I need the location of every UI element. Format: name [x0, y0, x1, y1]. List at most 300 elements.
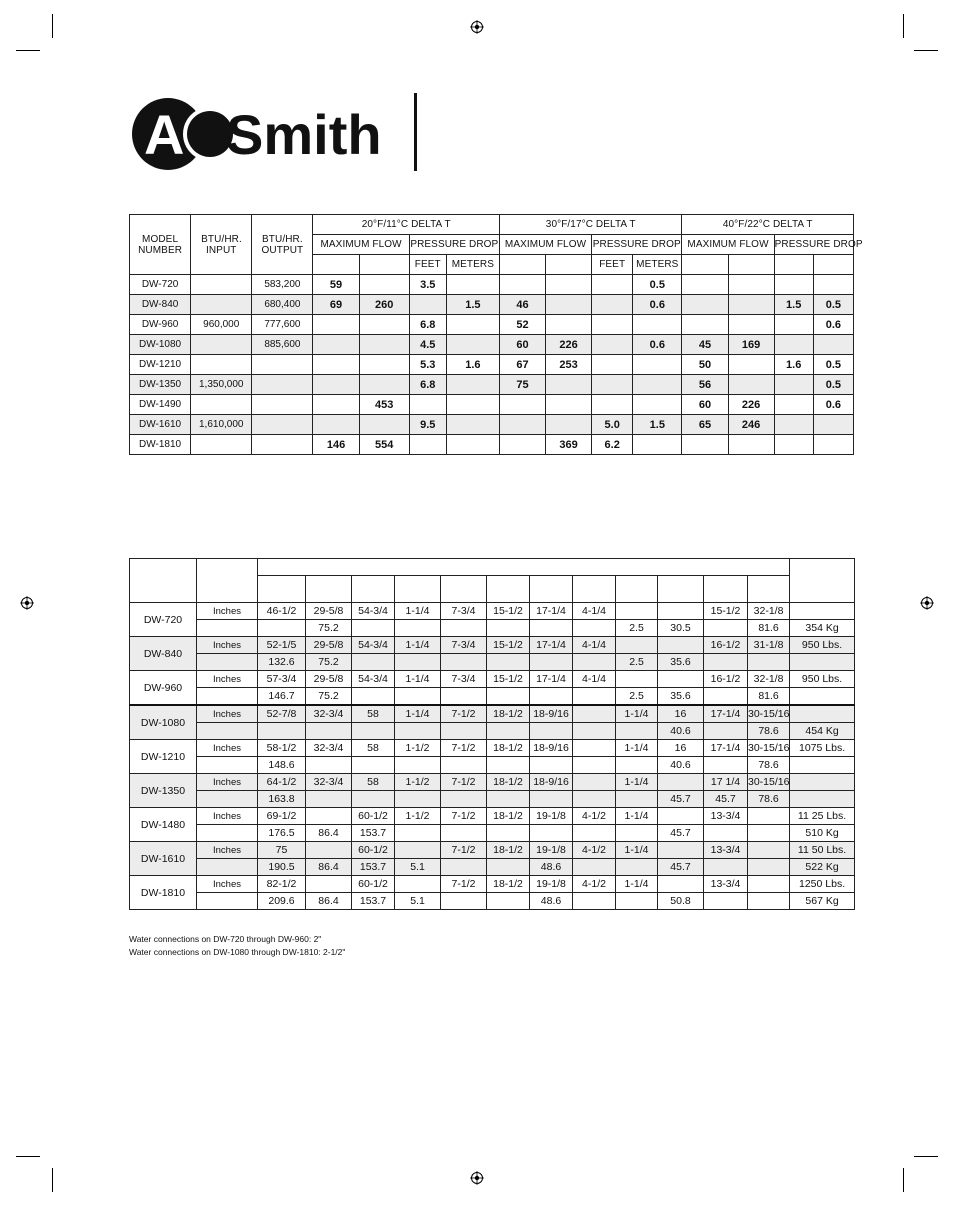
table-cell [487, 757, 530, 774]
table-cell: 9.5 [409, 415, 446, 435]
header-cell [813, 255, 853, 275]
flow-rate-table [129, 214, 863, 455]
table-cell [487, 688, 530, 706]
table-cell: 950 Lbs. [790, 637, 855, 654]
table-cell: 57-3/4 [258, 671, 306, 688]
table-cell [395, 723, 441, 740]
table-cell: 13-3/4 [704, 876, 748, 893]
header-cell [728, 255, 774, 275]
table-cell [682, 315, 728, 335]
table-cell [546, 275, 592, 295]
table-cell [813, 415, 853, 435]
table-cell [790, 705, 855, 723]
model-cell: DW-720 [130, 275, 191, 295]
table-row [130, 876, 855, 893]
table-cell: 82-1/2 [258, 876, 306, 893]
header-cell [197, 559, 258, 603]
table-row [130, 791, 855, 808]
table-cell [592, 355, 633, 375]
table-cell [359, 355, 409, 375]
table-cell: 50 [682, 355, 728, 375]
table-cell: 0.5 [813, 295, 853, 315]
table-cell: 40.6 [658, 723, 704, 740]
table-cell: 60-1/2 [352, 842, 395, 859]
table-cell: 13-3/4 [704, 842, 748, 859]
table-cell: 7-1/2 [441, 808, 487, 825]
table-cell [658, 671, 704, 688]
table-cell [313, 335, 359, 355]
table-cell [487, 791, 530, 808]
table-cell [790, 654, 855, 671]
table-cell [616, 603, 658, 620]
model-cell: DW-720 [130, 603, 197, 637]
table-cell: 18-1/2 [487, 842, 530, 859]
header-delta-t-20: 20°F/11°C DELTA T [313, 215, 499, 235]
header-pressure-drop: PRESSURE DROP [409, 235, 499, 255]
table-cell [487, 620, 530, 637]
header-cell [359, 255, 409, 275]
table-cell [359, 335, 409, 355]
table-cell [704, 859, 748, 876]
table-cell [258, 723, 306, 740]
table-cell [616, 791, 658, 808]
table-cell [306, 842, 352, 859]
table-cell: 0.5 [813, 375, 853, 395]
table-cell: 0.6 [813, 315, 853, 335]
table-cell: 18-9/16 [530, 740, 573, 757]
table-cell: 1-1/4 [395, 705, 441, 723]
table-cell: 1-1/4 [616, 842, 658, 859]
table-cell [546, 295, 592, 315]
table-cell [499, 275, 545, 295]
table-cell: 60 [499, 335, 545, 355]
table-cell: 45.7 [658, 825, 704, 842]
table-cell [191, 335, 252, 355]
table-cell [573, 791, 616, 808]
table-cell: 153.7 [352, 825, 395, 842]
header-model-number: MODEL NUMBER [130, 215, 191, 275]
header-cell [258, 559, 790, 576]
table-cell [616, 859, 658, 876]
model-cell: DW-1350 [130, 375, 191, 395]
table-cell: 1-1/4 [616, 705, 658, 723]
table-cell [487, 654, 530, 671]
table-cell [748, 859, 790, 876]
header-meters: METERS [446, 255, 499, 275]
table-row [130, 893, 855, 910]
crop-mark [914, 50, 938, 51]
table-cell: 6.8 [409, 315, 446, 335]
table-cell [728, 275, 774, 295]
table-cell [748, 842, 790, 859]
table-row [130, 395, 854, 415]
units-cell: Inches [197, 705, 258, 723]
table-cell [704, 757, 748, 774]
table-cell: 5.0 [592, 415, 633, 435]
table-cell [191, 275, 252, 295]
table-cell: 58 [352, 774, 395, 791]
model-cell: DW-1610 [130, 415, 191, 435]
table-row [130, 315, 854, 335]
header-max-flow: MAXIMUM FLOW [313, 235, 409, 255]
table-cell: 960,000 [191, 315, 252, 335]
table-cell: 1.5 [774, 295, 813, 315]
header-feet: FEET [409, 255, 446, 275]
units-cell [197, 688, 258, 706]
table-cell: 46 [499, 295, 545, 315]
table-cell: 5.3 [409, 355, 446, 375]
table-cell: 58-1/2 [258, 740, 306, 757]
header-cell [573, 576, 616, 603]
units-cell [197, 825, 258, 842]
table-cell [546, 375, 592, 395]
table-cell [633, 315, 682, 335]
table-cell [813, 435, 853, 455]
table-cell: 176.5 [258, 825, 306, 842]
table-row [130, 723, 855, 740]
table-cell: 6.2 [592, 435, 633, 455]
table-cell [530, 757, 573, 774]
model-cell: DW-1080 [130, 335, 191, 355]
table-cell [359, 315, 409, 335]
dimensions-table [129, 558, 855, 910]
crop-mark [16, 50, 40, 51]
table-cell: 4-1/4 [573, 637, 616, 654]
table-cell: 1-1/4 [616, 740, 658, 757]
table-cell: 1-1/2 [395, 808, 441, 825]
table-cell [252, 415, 313, 435]
header-cell [748, 576, 790, 603]
table-cell: 209.6 [258, 893, 306, 910]
units-cell: Inches [197, 603, 258, 620]
table-cell: 4-1/4 [573, 671, 616, 688]
table-cell: 163.8 [258, 791, 306, 808]
svg-text:Smith: Smith [226, 103, 382, 166]
table-cell: 30-15/16 [748, 740, 790, 757]
table-cell: 4-1/2 [573, 842, 616, 859]
table-cell: 4-1/2 [573, 876, 616, 893]
table-cell [306, 791, 352, 808]
table-cell: 4-1/2 [573, 808, 616, 825]
table-cell: 16-1/2 [704, 671, 748, 688]
table-cell: 0.5 [633, 275, 682, 295]
table-cell: 18-1/2 [487, 808, 530, 825]
table-cell [616, 637, 658, 654]
table-cell [616, 757, 658, 774]
table-cell [704, 654, 748, 671]
table-cell: 52-7/8 [258, 705, 306, 723]
header-cell [306, 576, 352, 603]
table-cell: 58 [352, 705, 395, 723]
units-cell: Inches [197, 671, 258, 688]
table-cell: 29-5/8 [306, 671, 352, 688]
table-row [130, 842, 855, 859]
table-cell [573, 620, 616, 637]
table-cell: 7-1/2 [441, 740, 487, 757]
table-cell: 260 [359, 295, 409, 315]
table-cell [633, 395, 682, 415]
table-cell: 59 [313, 275, 359, 295]
table-cell: 32-1/8 [748, 603, 790, 620]
header-pressure-drop: PRESSURE DROP [592, 235, 682, 255]
table-cell: 75 [499, 375, 545, 395]
model-cell: DW-960 [130, 315, 191, 335]
table-cell: 75.2 [306, 620, 352, 637]
table-cell: 19-1/8 [530, 876, 573, 893]
table-cell: 18-9/16 [530, 774, 573, 791]
table-cell [592, 275, 633, 295]
table-cell [682, 275, 728, 295]
table-cell: 246 [728, 415, 774, 435]
table-cell [616, 723, 658, 740]
header-cell [704, 576, 748, 603]
table-cell [441, 825, 487, 842]
table-cell [395, 620, 441, 637]
table-cell [728, 315, 774, 335]
table-cell [704, 825, 748, 842]
table-cell: 48.6 [530, 893, 573, 910]
table-cell: 17-1/4 [530, 637, 573, 654]
table-cell [395, 757, 441, 774]
table-cell [573, 688, 616, 706]
table-cell: 7-3/4 [441, 671, 487, 688]
table-cell: 78.6 [748, 757, 790, 774]
table-cell: 7-1/2 [441, 774, 487, 791]
table-cell: 1-1/4 [395, 671, 441, 688]
crop-mark [903, 1168, 904, 1192]
header-meters: METERS [633, 255, 682, 275]
table-cell: 15-1/2 [487, 671, 530, 688]
table-cell [774, 335, 813, 355]
units-cell: Inches [197, 774, 258, 791]
header-cell [441, 576, 487, 603]
table-cell: 4.5 [409, 335, 446, 355]
table-cell [441, 757, 487, 774]
table-cell: 132.6 [258, 654, 306, 671]
table-cell: 35.6 [658, 654, 704, 671]
table-cell [592, 335, 633, 355]
table-cell [191, 355, 252, 375]
table-cell: 46-1/2 [258, 603, 306, 620]
table-row [130, 275, 854, 295]
units-cell: Inches [197, 740, 258, 757]
table-cell: 453 [359, 395, 409, 415]
table-cell [573, 893, 616, 910]
table-cell [704, 620, 748, 637]
table-cell: 16-1/2 [704, 637, 748, 654]
table-row [130, 620, 855, 637]
table-cell: 67 [499, 355, 545, 375]
table-cell [530, 620, 573, 637]
model-cell: DW-960 [130, 671, 197, 706]
model-cell: DW-1350 [130, 774, 197, 808]
table-cell: 32-1/8 [748, 671, 790, 688]
table-cell [728, 435, 774, 455]
table-cell [728, 375, 774, 395]
table-cell [658, 808, 704, 825]
table-cell [728, 295, 774, 315]
header-btu-input: BTU/HR. INPUT [191, 215, 252, 275]
table-cell [573, 740, 616, 757]
table-cell [790, 791, 855, 808]
table-cell [441, 620, 487, 637]
table-cell [352, 620, 395, 637]
footnote-water-connections: Water connections on DW-1080 through DW-1810: 2-1/2" [129, 947, 346, 957]
table-cell: 4-1/4 [573, 603, 616, 620]
crop-mark [914, 1156, 938, 1157]
units-cell: Inches [197, 876, 258, 893]
registration-mark-icon [920, 596, 934, 610]
table-cell [409, 395, 446, 415]
model-cell: DW-840 [130, 637, 197, 671]
table-cell [728, 355, 774, 375]
table-row [130, 295, 854, 315]
table-cell: 0.6 [633, 335, 682, 355]
table-cell: 1-1/4 [395, 603, 441, 620]
table-row [130, 375, 854, 395]
table-cell [616, 893, 658, 910]
table-cell [359, 415, 409, 435]
table-cell: 30.5 [658, 620, 704, 637]
table-cell [658, 603, 704, 620]
table-cell: 0.6 [633, 295, 682, 315]
table-cell [573, 723, 616, 740]
model-cell: DW-1210 [130, 355, 191, 375]
table-cell: 2.5 [616, 654, 658, 671]
table-cell [352, 688, 395, 706]
table-cell: 7-3/4 [441, 603, 487, 620]
table-cell: 1-1/2 [395, 774, 441, 791]
table-cell: 81.6 [748, 688, 790, 706]
table-cell [682, 435, 728, 455]
table-cell [592, 375, 633, 395]
table-cell [446, 415, 499, 435]
table-cell: 522 Kg [790, 859, 855, 876]
table-cell [446, 435, 499, 455]
table-cell [441, 791, 487, 808]
table-cell [252, 395, 313, 415]
table-cell [191, 395, 252, 415]
table-cell: 86.4 [306, 825, 352, 842]
table-cell: 11 50 Lbs. [790, 842, 855, 859]
table-cell [748, 825, 790, 842]
units-cell [197, 654, 258, 671]
table-cell: 369 [546, 435, 592, 455]
table-cell: 153.7 [352, 893, 395, 910]
table-cell: 65 [682, 415, 728, 435]
table-cell: 45.7 [704, 791, 748, 808]
table-cell: 75.2 [306, 654, 352, 671]
table-cell [790, 774, 855, 791]
table-cell [395, 654, 441, 671]
table-row [130, 757, 855, 774]
header-cell [258, 576, 306, 603]
registration-mark-icon [470, 20, 484, 34]
table-cell [790, 603, 855, 620]
logo-divider [414, 93, 417, 171]
header-cell [530, 576, 573, 603]
table-cell: 1.6 [774, 355, 813, 375]
table-cell: 50.8 [658, 893, 704, 910]
table-cell [573, 757, 616, 774]
table-cell: 190.5 [258, 859, 306, 876]
table-cell [573, 859, 616, 876]
table-row [130, 705, 855, 723]
table-cell [313, 355, 359, 375]
table-cell: 0.5 [813, 355, 853, 375]
table-cell: 86.4 [306, 859, 352, 876]
table-cell [774, 375, 813, 395]
table-cell [704, 688, 748, 706]
model-cell: DW-1480 [130, 808, 197, 842]
table-cell [352, 723, 395, 740]
header-cell [352, 576, 395, 603]
table-cell [499, 435, 545, 455]
table-cell: 30-15/16 [748, 705, 790, 723]
header-cell [395, 576, 441, 603]
table-cell [441, 688, 487, 706]
header-cell [499, 255, 545, 275]
table-cell [395, 688, 441, 706]
table-cell [499, 395, 545, 415]
table-row [130, 825, 855, 842]
table-cell [813, 275, 853, 295]
units-cell [197, 859, 258, 876]
table-cell [774, 435, 813, 455]
table-cell: 567 Kg [790, 893, 855, 910]
table-row [130, 774, 855, 791]
crop-mark [903, 14, 904, 38]
table-cell: 29-5/8 [306, 637, 352, 654]
table-cell: 2.5 [616, 620, 658, 637]
table-cell [633, 375, 682, 395]
table-cell: 17-1/4 [530, 671, 573, 688]
table-cell: 18-1/2 [487, 740, 530, 757]
table-cell: 17-1/4 [530, 603, 573, 620]
table-cell: 56 [682, 375, 728, 395]
units-cell: Inches [197, 842, 258, 859]
table-cell [359, 375, 409, 395]
table-cell: 17 1/4 [704, 774, 748, 791]
table-cell: 45.7 [658, 859, 704, 876]
units-cell [197, 757, 258, 774]
table-cell [616, 825, 658, 842]
table-cell [774, 395, 813, 415]
table-cell [573, 654, 616, 671]
table-cell: 226 [546, 335, 592, 355]
units-cell [197, 893, 258, 910]
table-cell [252, 435, 313, 455]
table-row [130, 654, 855, 671]
table-cell: 69-1/2 [258, 808, 306, 825]
table-row [130, 740, 855, 757]
table-cell: 1075 Lbs. [790, 740, 855, 757]
table-cell [191, 295, 252, 315]
table-cell: 17-1/4 [704, 705, 748, 723]
table-cell [573, 705, 616, 723]
header-cell [487, 576, 530, 603]
table-cell: 15-1/2 [487, 637, 530, 654]
units-cell [197, 723, 258, 740]
model-cell: DW-840 [130, 295, 191, 315]
table-cell: 146.7 [258, 688, 306, 706]
table-cell [446, 335, 499, 355]
table-cell: 13-3/4 [704, 808, 748, 825]
table-cell [748, 808, 790, 825]
table-cell [395, 791, 441, 808]
table-cell: 1.5 [633, 415, 682, 435]
table-cell: 16 [658, 740, 704, 757]
